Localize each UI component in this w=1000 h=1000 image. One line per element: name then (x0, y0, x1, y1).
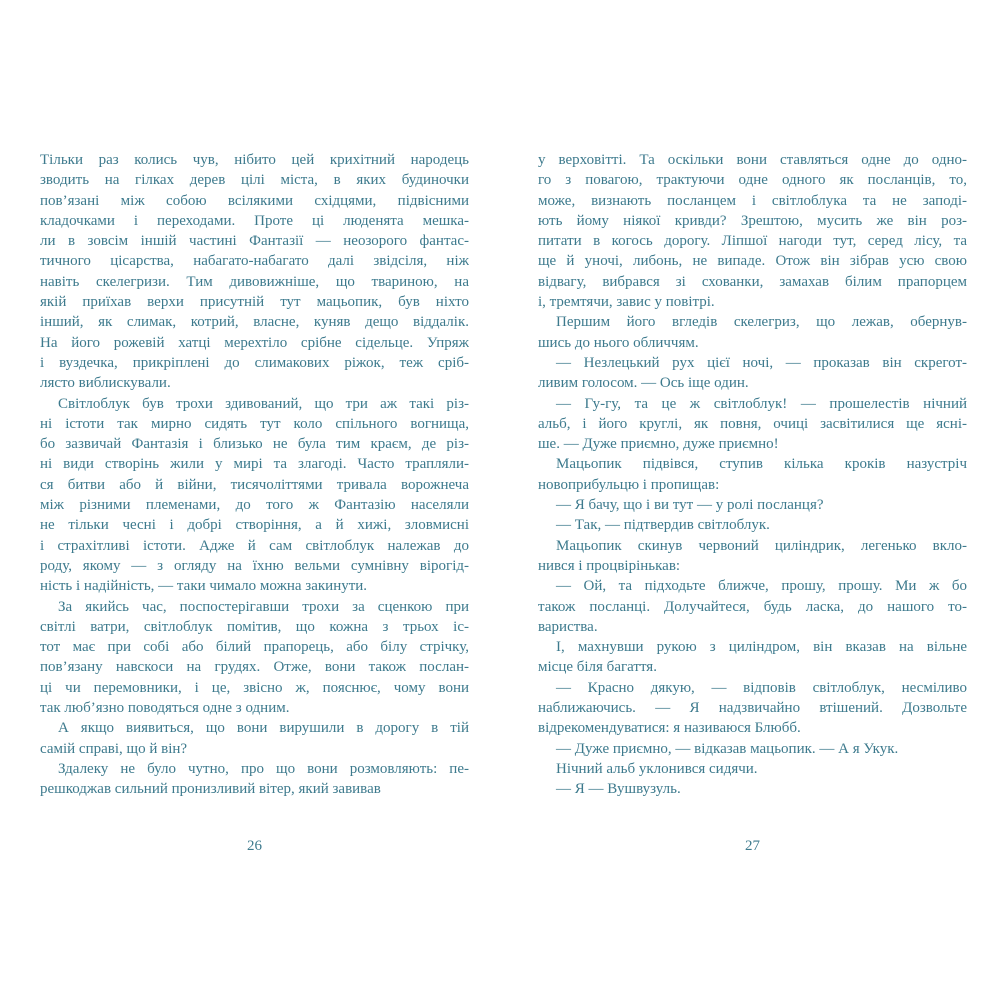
text-line: ше. — Дуже приємно, дуже приємно! (538, 436, 779, 453)
text-line: ці чи перемовники, і це, звісно ж, пояснює, чому вони (40, 679, 469, 696)
left-page-text (40, 150, 469, 800)
text-line: якій приїхав верхи присутній тут мацьопик, був ніхто (40, 294, 469, 311)
text-line: відрекомендуватися: я називаюся Блюбб. (538, 720, 801, 737)
text-line: місце біля багаття. (538, 659, 657, 676)
text-line: пов’язану навскоси на грудях. Отже, вони також послан- (40, 659, 469, 676)
paragraph (40, 597, 469, 719)
text-line: Мацьопик підвівся, ступив кілька кроків назустріч (556, 456, 967, 473)
text-line: навіть скелегризи. Тим дивовижніше, що твариною, на (40, 273, 469, 290)
text-line: альб, і його круглі, як повня, очиці засвітилися ще ясні- (538, 415, 967, 432)
text-line: — Гу-гу, та це ж світлоблук! — прошелестів нічний (556, 395, 967, 412)
text-line: тот має при собі або білий прапорець, або білу стрічку, (40, 639, 469, 656)
text-line: і страхітливі істоти. Адже й сам світлоблук належав до (40, 537, 469, 554)
paragraph (538, 576, 967, 637)
text-line: пов’язані між собою всілякими східцями, підвісними (40, 192, 469, 209)
left-page-number: 26 (247, 838, 262, 854)
text-line: ли в зовсім іншій частині Фантазії — неозорого фантас- (40, 233, 469, 250)
text-line: між різними племенами, до того ж Фантазію населяли (40, 497, 469, 514)
paragraph (538, 678, 967, 739)
paragraph (538, 495, 967, 515)
text-line: так люб’язно поводяться одне з одним. (40, 700, 290, 717)
paragraph (538, 637, 967, 678)
text-line: відвагу, вибрався зі схованки, замахав білим прапорцем (538, 273, 967, 290)
right-page-number: 27 (745, 838, 760, 854)
paragraph (538, 394, 967, 455)
text-line: зводить на гілках дерев цілі міста, в яких будиночки (40, 172, 469, 189)
text-line: шись до нього обличчям. (538, 334, 699, 351)
text-line: і вуздечка, прикріплені до слимакових ріжок, теж сріб- (40, 354, 469, 371)
text-line: Мацьопик скинув червоний циліндрик, легенько вкло- (556, 537, 967, 554)
paragraph (538, 150, 967, 312)
text-line: — Я — Вушвузуль. (556, 781, 681, 798)
text-line: За якийсь час, поспостерігавши трохи за сценкою при (58, 598, 469, 615)
text-line: світлі ватри, світлоблук помітив, що кожна з трьох іс- (40, 618, 469, 635)
paragraph (538, 312, 967, 353)
paragraph (538, 454, 967, 495)
text-line: ливим голосом. — Ось іще один. (538, 375, 749, 392)
text-line: у верховітті. Та оскільки вони ставляться одне до одно- (538, 152, 967, 168)
text-line: Світлоблук був трохи здивований, що три аж такі різ- (58, 395, 469, 412)
paragraph (538, 759, 967, 779)
text-line: наближаючись. — Я надзвичайно втішений. Дозвольте (538, 700, 967, 717)
paragraph (538, 353, 967, 394)
text-line: ність і надійність, — таки чимало можна закинути. (40, 578, 368, 595)
text-line: вариства. (538, 618, 598, 635)
text-line: ще й уночі, либонь, не випаде. Отож він зібрав усю свою (538, 253, 967, 270)
text-line: — Ой, та підходьте ближче, прошу, прошу. Ми ж бо (556, 578, 967, 595)
paragraph (40, 150, 469, 394)
text-line: — Красно дякую, — відповів світлоблук, несміливо (556, 679, 967, 696)
text-line: І, махнувши рукою з циліндром, він вказав на вільне (556, 639, 967, 656)
paragraph (538, 536, 967, 577)
text-line: і, тремтячи, завис у повітрі. (538, 294, 715, 311)
text-line: го з повагою, трактуючи одне одного як посланців, то, (538, 172, 967, 189)
text-line: інший, як слимак, котрий, власне, куняв дещо віддалік. (40, 314, 469, 331)
text-line: решкоджав сильний пронизливий вітер, який завивав (40, 781, 381, 798)
text-line: Тільки раз колись чув, нібито цей крихітний народець (40, 152, 469, 168)
text-line: також посланці. Долучайтеся, будь ласка, до нашого то- (538, 598, 967, 615)
right-page-text (538, 150, 967, 800)
text-line: новоприбульцю і пропищав: (538, 476, 720, 493)
text-line: ють йому ніякої кривди? Зрештою, мусить же він роз- (538, 212, 967, 229)
paragraph (40, 759, 469, 800)
text-line: — Незлецький рух цієї ночі, — проказав він скрегот- (556, 354, 967, 371)
paragraph (538, 515, 967, 535)
text-line: Здалеку не було чутно, про що вони розмовляють: пе- (58, 760, 469, 777)
text-line: роду, якому — з огляду на їхню вельми сумнівну вірогід- (40, 557, 469, 574)
text-line: — Так, — підтвердив світлоблук. (556, 517, 770, 534)
text-line: питати в когось дорогу. Ліпшої нагоди тут, серед лісу, та (538, 233, 967, 250)
text-line: самій справі, що й він? (40, 740, 188, 757)
text-line: може, визнають посланцем і світлоблука та не заподі- (538, 192, 967, 209)
text-line: А якщо виявиться, що вони вирушили в дорогу в тій (58, 720, 469, 737)
text-line: тичного цісарства, набагато-набагато далі звідсіля, ніж (40, 253, 469, 270)
text-line: Нічний альб уклонився сидячи. (556, 760, 758, 777)
text-line: ся битви або й війни, тисячоліттями тривала ворожнеча (40, 476, 469, 493)
text-line: не тільки чесні і добрі створіння, а й хижі, зловмисні (40, 517, 469, 534)
text-line: На його рожевій хатці мерехтіло срібне сідельце. Упряж (40, 334, 469, 351)
paragraph (538, 779, 967, 799)
text-line: Першим його вгледів скелегриз, що лежав, обернув- (556, 314, 967, 331)
text-line: — Я бачу, що і ви тут — у ролі посланця? (556, 497, 824, 514)
text-line: лясто виблискували. (40, 375, 171, 392)
text-line: ні істоти так мирно сидять тут коло спільного вогнища, (40, 415, 469, 432)
text-line: — Дуже приємно, — відказав мацьопик. — А я Укук. (556, 740, 899, 757)
paragraph (40, 718, 469, 759)
paragraph (538, 739, 967, 759)
text-line: ні види створінь жили у мирі та злагоді. Часто трапляли- (40, 456, 469, 473)
text-line: нився і процвірінькав: (538, 557, 681, 574)
text-line: кладочками і переходами. Проте ці люденята мешка- (40, 212, 469, 229)
paragraph (40, 394, 469, 597)
text-line: бо зазвичай Фантазія і близько не була тим краєм, де різ- (40, 436, 469, 453)
